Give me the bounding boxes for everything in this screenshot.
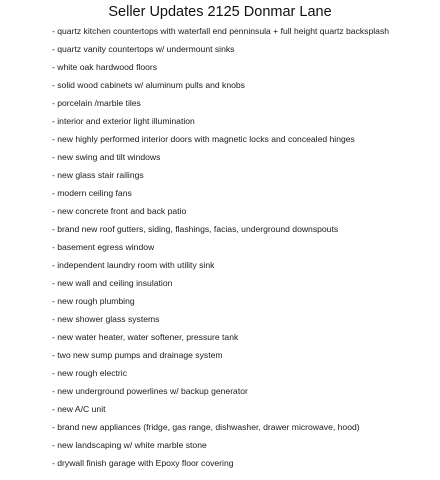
list-item: - new swing and tilt windows xyxy=(52,152,161,162)
list-item: - independent laundry room with utility sink xyxy=(52,260,215,270)
list-item: - new A/C unit xyxy=(52,404,106,414)
list-item: - new water heater, water softener, pressure tank xyxy=(52,332,239,342)
list-item: - modern ceiling fans xyxy=(52,188,132,198)
list-item: - white oak hardwood floors xyxy=(52,62,158,72)
list-item: - new shower glass systems xyxy=(52,314,160,324)
list-item: - brand new roof gutters, siding, flashings, facias, underground downspouts xyxy=(52,224,339,234)
list-item: - quartz kitchen countertops with waterfall end penninsula + full height quartz backsplash xyxy=(52,26,390,36)
list-item: - porcelain /marble tiles xyxy=(52,98,141,108)
list-item: - two new sump pumps and drainage system xyxy=(52,350,223,360)
list-item: - new concrete front and back patio xyxy=(52,206,187,216)
list-item: - quartz vanity countertops w/ undermount sinks xyxy=(52,44,235,54)
list-item: - new glass stair railings xyxy=(52,170,144,180)
list-item: - basement egress window xyxy=(52,242,155,252)
list-item: - new rough electric xyxy=(52,368,127,378)
list-item: - new landscaping w/ white marble stone xyxy=(52,440,207,450)
list-item: - solid wood cabinets w/ aluminum pulls and knobs xyxy=(52,80,245,90)
list-item: - new underground powerlines w/ backup generator xyxy=(52,386,248,396)
updates-list xyxy=(52,22,389,472)
list-item: - drywall finish garage with Epoxy floor covering xyxy=(52,458,234,468)
list-item: - brand new appliances (fridge, gas range, dishwasher, drawer microwave, hood) xyxy=(52,422,360,432)
document-title: Seller Updates 2125 Donmar Lane xyxy=(108,4,332,20)
list-item: - new rough plumbing xyxy=(52,296,135,306)
list-item: - new wall and ceiling insulation xyxy=(52,278,173,288)
list-item: - new highly performed interior doors with magnetic locks and concealed hinges xyxy=(52,134,355,144)
list-item: - interior and exterior light illumination xyxy=(52,116,195,126)
